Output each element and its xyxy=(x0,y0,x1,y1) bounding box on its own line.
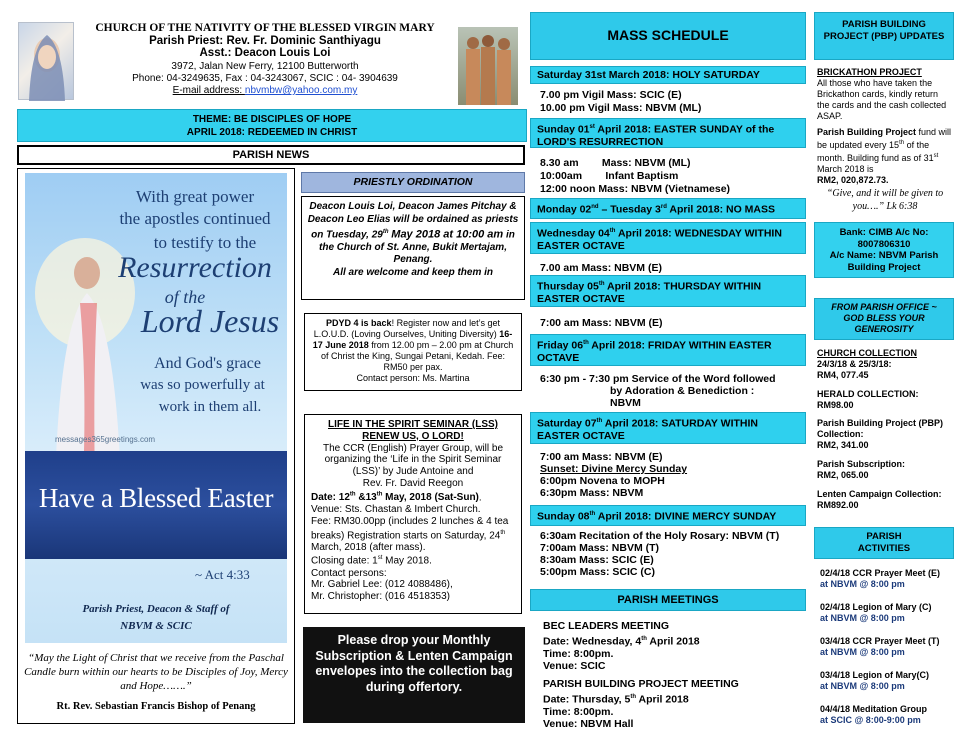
mass-row: 5:00pm Mass: SCIC (C) xyxy=(540,566,655,578)
subscription-label: Parish Subscription: xyxy=(817,459,906,469)
office-item xyxy=(817,389,952,411)
mass-head-6-a: Friday 06 xyxy=(537,339,584,352)
mass-row: 12:00 noon Mass: NBVM (Vietnamese) xyxy=(540,183,731,195)
mass-head-3-c: April 2018: NO MASS xyxy=(666,203,776,216)
mass-row: 7:00 am Mass: NBVM (E) xyxy=(540,451,663,463)
mass-head-7 xyxy=(530,412,806,444)
mass-head-8 xyxy=(530,505,806,526)
activity-1-a: 02/4/18 CCR Prayer Meet (E) xyxy=(820,568,941,578)
bank-line-2: A/c Name: NBVM Parish Building Project xyxy=(829,250,939,273)
church-collection-value: RM4, 077.45 xyxy=(817,370,869,380)
mass-head-7-b: April 2018: SATURDAY WITHIN EASTER OCTAVE xyxy=(537,417,758,442)
office-item xyxy=(817,418,952,451)
mass-head-4 xyxy=(530,222,806,254)
lss-fee xyxy=(311,516,515,554)
subscription-value: RM2, 065.00 xyxy=(817,470,869,480)
pbp-date-a: Date: Thursday, 5 xyxy=(543,693,631,705)
mass-head-4-sup: th xyxy=(609,228,616,234)
mass-row: Sunset: Divine Mercy Sunday xyxy=(540,463,688,475)
theme-line-1: THEME: BE DISCIPLES OF HOPE xyxy=(192,114,352,125)
ordination-title: PRIESTLY ORDINATION xyxy=(301,172,525,193)
mass-head-5-a: Thursday 05 xyxy=(537,280,599,293)
lenten-label: Lenten Campaign Collection: xyxy=(817,489,942,499)
bank-box xyxy=(814,222,954,278)
pdyd-text-2: from 12.00 pm – 2.00 pm at Church of Christ the King, Sungai Petani, Kedah. Fee: RM50 per pax. xyxy=(320,340,514,372)
card-line-6: Lord Jesus xyxy=(140,303,280,339)
lss-date-a: Date: 12 xyxy=(311,492,350,504)
activity-2-b: at NBVM @ 8:00 pm xyxy=(820,613,905,623)
lss-date-b: &13 xyxy=(355,492,377,504)
lss-closing-a: Closing date: 1 xyxy=(311,555,378,567)
lss-closing xyxy=(311,553,515,567)
ordination-box xyxy=(301,196,525,300)
card-line-4: Resurrection xyxy=(118,251,272,284)
mass-head-7-sup: th xyxy=(596,418,603,424)
ordination-body-1: Deacon Louis Loi, Deacon James Pitchay & Deacon Leo Elias will be ordained as priests on Tuesday, 29 xyxy=(307,201,519,241)
lss-contact-1: Mr. Gabriel Lee: (012 4088486), xyxy=(311,579,453,591)
lss-intro: The CCR (English) Prayer Group, will be organizing the ‘Life in the Spirit Seminar (LSS)’ by Jude Antoine and xyxy=(322,442,504,478)
church-name: CHURCH OF THE NATIVITY OF THE BLESSED VIRGIN MARY xyxy=(95,22,435,34)
mass-head-2 xyxy=(530,118,806,148)
card-line-3: to testify to the xyxy=(153,233,257,252)
activity-2-a: 02/4/18 Legion of Mary (C) xyxy=(820,602,932,612)
card-from-1: Parish Priest, Deacon & Staff of xyxy=(82,603,230,615)
activity-item xyxy=(820,704,927,726)
lss-fee-text: Fee: RM30.00pp (includes 2 lunches & 4 tea breaks) Registration starts on Saturday, 24 xyxy=(311,515,509,541)
ordination-body-4: All are welcome and keep them in xyxy=(332,266,494,278)
mass-row: 7.00 am Mass: NBVM (E) xyxy=(540,262,662,274)
bec-title: BEC LEADERS MEETING xyxy=(543,620,670,632)
mass-head-5-b: April 2018: THURSDAY WITHIN EASTER OCTAVE xyxy=(537,280,762,305)
lss-date: Date: 12th &13th May, 2018 (Sat-Sun). xyxy=(311,491,482,504)
mass-row: 10:00am Infant Baptism xyxy=(540,170,679,182)
phone: Phone: 04-3249635, Fax : 04-3243067, SCIC : 04- 3904639 xyxy=(132,73,398,84)
card-line-2: the apostles continued xyxy=(119,209,271,228)
mass-head-5 xyxy=(530,275,806,307)
herald-value: RM98.00 xyxy=(817,400,854,410)
easter-banner xyxy=(25,451,287,559)
card-line-5: of the xyxy=(164,287,206,307)
activity-4-a: 03/4/18 Legion of Mary(C) xyxy=(820,670,930,680)
mass-row: 6:30pm Mass: NBVM xyxy=(540,487,644,499)
ordination-body-3: in the Church of St. Anne, Bukit Mertajam, Penang. xyxy=(319,229,515,266)
herald-label: HERALD COLLECTION: xyxy=(817,389,919,399)
fund-text-c: March 2018 is xyxy=(817,164,874,174)
office-item xyxy=(817,459,952,481)
bec-date-sup: th xyxy=(641,635,647,642)
mass-head-8-a: Sunday 08 xyxy=(537,510,590,523)
pbp-meeting-title: PARISH BUILDING PROJECT MEETING xyxy=(543,678,739,690)
church-collection-detail: 24/3/18 & 25/3/18: xyxy=(817,359,892,369)
office-item xyxy=(817,489,952,511)
mass-row: by Adoration & Benediction : xyxy=(610,385,755,397)
pbp-collection-label: Parish Building Project (PBP) Collection: xyxy=(817,418,944,439)
mass-head-2-sup: st xyxy=(589,124,595,130)
mass-row: 7:00am Mass: NBVM (T) xyxy=(540,542,660,554)
lss-date-sup-2: th xyxy=(376,491,383,498)
lss-fee-sup: th xyxy=(500,529,506,536)
mass-row: 8.30 am Mass: NBVM (ML) xyxy=(540,157,691,169)
bank-line-1: Bank: CIMB A/c No: 8007806310 xyxy=(839,227,929,250)
watermark: messages365greetings.com xyxy=(55,435,156,444)
bec-meeting xyxy=(543,620,700,673)
activity-3-b: at NBVM @ 8:00 pm xyxy=(820,647,905,657)
priests-photo xyxy=(458,27,518,105)
card-line-8: was so powerfully at xyxy=(140,377,265,393)
mass-row: 6:30 pm - 7:30 pm Service of the Word followed xyxy=(540,373,776,385)
pbp-meeting-time: Time: 8:00pm. xyxy=(543,705,614,718)
mass-row: 7.00 pm Vigil Mass: SCIC (E) xyxy=(540,89,682,101)
office-item xyxy=(817,348,952,381)
mass-head-5-sup: th xyxy=(598,281,605,287)
pbp-collection-value: RM2, 341.00 xyxy=(817,440,869,450)
lss-contacts-label: Contact persons: xyxy=(311,567,387,579)
mass-head-8-b: April 2018: DIVINE MERCY SUNDAY xyxy=(595,510,777,523)
church-collection-label: CHURCH COLLECTION xyxy=(817,348,917,358)
lss-title-1: LIFE IN THE SPIRIT SEMINAR (LSS) xyxy=(327,419,498,430)
bec-date-a: Date: Wednesday, 4 xyxy=(543,635,642,647)
pdyd-dates: 16-17 June 2018 xyxy=(312,329,513,350)
lss-closing-sup: st xyxy=(377,555,383,562)
mass-head-6-b: April 2018: FRIDAY WITHIN EASTER OCTAVE xyxy=(537,339,772,364)
lss-venue: Venue: Sts. Chastan & Imbert Church. xyxy=(311,503,481,515)
mass-head-3-b: – Tuesday 3 xyxy=(598,203,661,216)
mass-row: 6:30am Recitation of the Holy Rosary: NBVM (T) xyxy=(540,530,780,542)
bec-time: Time: 8:00pm. xyxy=(543,647,614,660)
mass-row: NBVM xyxy=(610,397,641,409)
bec-venue: Venue: SCIC xyxy=(543,660,606,672)
email-line xyxy=(80,85,450,96)
brickathon-title: BRICKATHON PROJECT xyxy=(817,67,922,77)
mass-head-2-b: April 2018: EASTER SUNDAY of the LORD'S RESURRECTION xyxy=(537,123,775,148)
mass-head-3-sup-2: rd xyxy=(660,204,667,210)
lss-date-sup-1: th xyxy=(349,491,356,498)
activity-5-b: at SCIC @ 8:00-9:00 pm xyxy=(820,715,921,725)
lss-title-2: RENEW US, O LORD! xyxy=(362,430,464,442)
fund-sup-2: st xyxy=(933,153,939,159)
fund-text-a: fund will be updated every 15 xyxy=(817,127,952,150)
mass-head-6-sup: th xyxy=(583,340,589,346)
activity-3-a: 03/4/18 CCR Prayer Meet (T) xyxy=(820,636,940,646)
verse: ~ Act 4:33 xyxy=(195,567,250,582)
pdyd-bold: PDYD 4 is back xyxy=(326,318,392,328)
fund-amount: RM2, 020,872.73. xyxy=(817,175,889,185)
assistant: Asst.: Deacon Louis Loi xyxy=(199,47,331,59)
brickathon-text: All those who have taken the Brickathon cards, kindly return the cards and the cash collected ASAP. xyxy=(817,78,947,121)
pdyd-text-1: ! Register now and let’s get L.O.U.D. (Loving Ourselves, Uniting Diversity) xyxy=(313,318,500,339)
ordination-sup: th xyxy=(382,229,389,235)
mass-head-4-a: Wednesday 04 xyxy=(537,227,610,240)
email-label: E-mail address: xyxy=(172,85,245,96)
mass-head-3-a: Monday 02 xyxy=(537,203,592,216)
mass-head-7-a: Saturday 07 xyxy=(537,417,597,430)
office-title: FROM PARISH OFFICE ~ GOD BLESS YOUR GENEROSITY xyxy=(814,298,954,340)
pbp-title: PARISH BUILDING PROJECT (PBP) UPDATES xyxy=(814,12,954,60)
mass-head-3-sup: nd xyxy=(591,204,599,210)
parish-priest: Parish Priest: Rev. Fr. Dominic Santhiyagu xyxy=(149,35,381,47)
mass-row: 7:00 am Mass: NBVM (E) xyxy=(540,317,663,329)
lss-fee-end: March, 2018 (after mass). xyxy=(311,541,426,553)
activity-4-b: at NBVM @ 8:00 pm xyxy=(820,681,905,691)
subscription-box: Please drop your Monthly Subscription & Lenten Campaign envelopes into the collection bag during offertory. xyxy=(303,627,525,723)
fund-sup: th xyxy=(899,140,905,146)
pbp-meeting xyxy=(543,678,739,731)
church-header xyxy=(80,22,450,96)
card-line-1: With great power xyxy=(135,187,255,206)
card-from xyxy=(25,601,287,635)
pbp-meeting-date xyxy=(543,691,739,706)
ordination-body-2: May 2018 at 10:00 am xyxy=(391,228,504,241)
pdyd-box xyxy=(304,313,522,391)
activity-5-a: 04/4/18 Meditation Group xyxy=(820,704,928,714)
mass-head-4-b: April 2018: WEDNESDAY WITHIN EASTER OCTAVE xyxy=(537,227,782,252)
meetings-title: PARISH MEETINGS xyxy=(530,589,806,611)
give-quote: “Give, and it will be given to you….” Lk 6:38 xyxy=(826,188,944,212)
mass-head-6 xyxy=(530,334,806,366)
lss-closing-b: May 2018. xyxy=(382,555,432,567)
pdyd-contact: Contact person: Ms. Martina xyxy=(356,373,470,383)
mass-head-2-a: Sunday 01 xyxy=(537,123,590,136)
mass-row: 8:30am Mass: SCIC (E) xyxy=(540,554,654,566)
mass-row: 10.00 pm Vigil Mass: NBVM (ML) xyxy=(540,102,702,114)
lss-contact-2: Mr. Christopher: (016 4518353) xyxy=(311,591,450,603)
bec-date xyxy=(543,633,700,648)
lss-box xyxy=(304,414,522,614)
quote-text: “May the Light of Christ that we receive from the Paschal Candle burn within our hearts to be Disciples of Joy, Mercy and Hope…….” xyxy=(24,652,288,692)
mass-head-3 xyxy=(530,198,806,219)
bec-date-b: April 2018 xyxy=(646,635,700,647)
mass-schedule-title: MASS SCHEDULE xyxy=(530,12,806,60)
parish-news-title: PARISH NEWS xyxy=(17,145,525,165)
activity-item xyxy=(820,602,932,624)
activity-item xyxy=(820,636,940,658)
theme-banner xyxy=(17,109,527,142)
building-fund xyxy=(817,127,952,186)
easter-banner-text: Have a Blessed Easter xyxy=(38,483,274,513)
mass-row: 6:00pm Novena to MOPH xyxy=(540,475,665,487)
fund-text-b: of the month. Building fund as of 31 xyxy=(817,140,934,163)
lenten-value: RM892.00 xyxy=(817,500,859,510)
address: 3972, Jalan New Ferry, 12100 Butterworth xyxy=(171,61,359,72)
card-line-7: And God's grace xyxy=(154,355,261,372)
mass-head-1: Saturday 31st March 2018: HOLY SATURDAY xyxy=(530,66,806,84)
pbp-date-b: April 2018 xyxy=(636,693,689,705)
activity-item xyxy=(820,568,940,590)
card-from-2: NBVM & SCIC xyxy=(120,620,192,632)
easter-card xyxy=(25,173,287,643)
activities-title: PARISH ACTIVITIES xyxy=(814,527,954,559)
email-link[interactable]: nbvmbw@yahoo.com.my xyxy=(244,85,358,96)
activity-1-b: at NBVM @ 8:00 pm xyxy=(820,579,905,589)
quote-author: Rt. Rev. Sebastian Francis Bishop of Penang xyxy=(56,701,256,712)
activity-item xyxy=(820,670,929,692)
pbp-date-sup: th xyxy=(630,693,636,700)
lss-date-c: May, 2018 (Sat-Sun) xyxy=(382,492,479,504)
mary-portrait xyxy=(18,22,74,100)
mass-head-8-sup: th xyxy=(589,511,596,517)
pbp-meeting-venue: Venue: NBVM Hall xyxy=(543,718,634,730)
brickathon xyxy=(817,67,952,122)
lss-speaker: Rev. Fr. David Reegon xyxy=(362,477,464,489)
fund-bold: Parish Building Project xyxy=(817,127,917,137)
card-line-9: work in them all. xyxy=(158,399,262,415)
theme-line-2: APRIL 2018: REDEEMED IN CHRIST xyxy=(186,127,358,138)
